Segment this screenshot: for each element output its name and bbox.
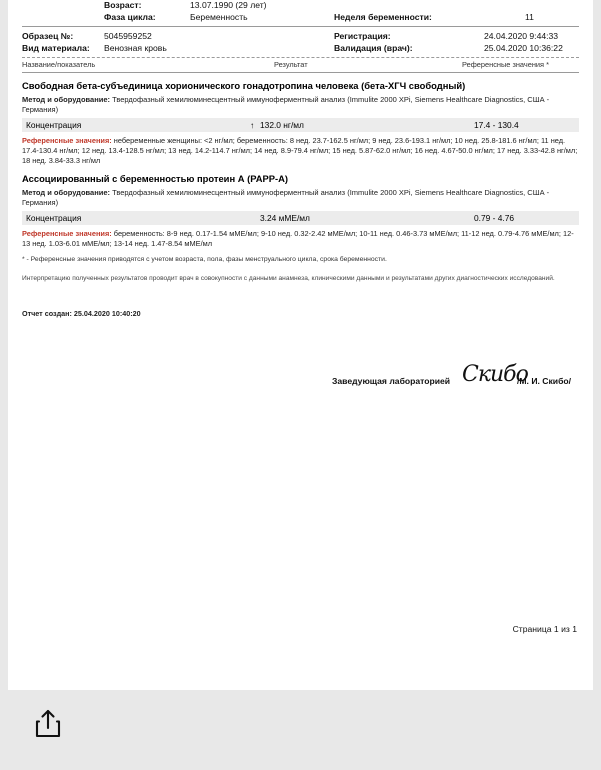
page-indicator: Страница 1 из 1 xyxy=(512,624,577,634)
age-label: Возраст: xyxy=(104,0,142,10)
pregnancy-week-value: 11 xyxy=(525,12,534,22)
sample-no-value: 5045959252 xyxy=(104,31,152,41)
result-value: 132.0 нг/мл xyxy=(260,120,304,131)
table-column-headers xyxy=(22,58,579,73)
result-reference: 17.4 - 130.4 xyxy=(474,120,519,131)
analyte-method-label: Метод и оборудование: xyxy=(22,187,111,197)
analyte-references-label: Референсные значения: xyxy=(22,136,112,146)
patient-header xyxy=(22,0,579,27)
pregnancy-week-label: Неделя беременности: xyxy=(334,12,432,22)
validation-value: 25.04.2020 10:36:22 xyxy=(484,43,563,53)
registration-label: Регистрация: xyxy=(334,31,391,41)
validation-label: Валидация (врач): xyxy=(334,43,413,53)
col-result: Результат xyxy=(274,60,308,69)
material-label: Вид материала: xyxy=(22,43,90,53)
result-value: 3.24 мМЕ/мл xyxy=(260,213,310,224)
signature-handwriting: Скибо xyxy=(462,362,528,388)
analyte-title: Свободная бета-субъединица хорионического гонадотропина человека (бета-ХГЧ свободный) xyxy=(22,80,466,91)
analyte-references-text: беременность: 8-9 нед. 0.17-1.54 мМЕ/мл; 9-10 нед. 0.32-2.42 мМЕ/мл; 10-11 нед. 0.46-3.73 мМЕ/мл; 11-12 нед. 0.79-4.76 мМЕ/мл; 12-13 нед. 1.03-6.01 мМЕ/мл; 13-14 нед. 1.47-8.54 мМЕ/мл xyxy=(22,229,574,249)
analyte-method xyxy=(22,95,579,115)
result-reference: 0.79 - 4.76 xyxy=(474,213,515,224)
analyte-references xyxy=(22,229,579,249)
sample-no-label: Образец №: xyxy=(22,31,74,41)
analyte-method xyxy=(22,188,579,208)
table-row xyxy=(22,211,579,225)
analyte-block xyxy=(22,80,579,166)
result-name: Концентрация xyxy=(26,120,82,131)
table-row xyxy=(22,118,579,132)
footnote: * - Референсные значения приводятся с учетом возраста, пола, фазы менструального цикла, срока беременности. xyxy=(22,256,387,264)
analyte-method-label: Метод и оборудование: xyxy=(22,94,111,104)
analyte-references-text: небеременные женщины: <2 нг/мл; беременность: 8 нед. 23.7-162.5 нг/мл; 9 нед. 23.6-193.1 нг/мл; 10 нед. 25.8-181.6 нг/мл; 11 нед. 17.4-130.4 нг/мл; 12 нед. 13.4-128.5 нг/мл; 13 нед. 14.2-114.7 нг/мл; 14 нед. 8.9-79.4 нг/мл; 15 нед. 5.87-62.0 нг/мл; 16 нед. 4.67-50.0 нг/мл; 17 нед. 3.33-42.8 нг/мл; 18 нед. 3.84-33.3 нг/мл xyxy=(22,136,578,166)
share-button[interactable] xyxy=(26,702,70,746)
share-icon xyxy=(35,709,61,739)
cycle-phase-value: Беременность xyxy=(190,12,248,22)
result-flag-icon: ↑ xyxy=(250,120,255,131)
signature-name: /М. И. Скибо/ xyxy=(517,376,572,387)
material-value: Венозная кровь xyxy=(104,43,167,53)
report-created: Отчет создан: 25.04.2020 10:40:20 xyxy=(22,309,141,319)
col-name: Название/показатель xyxy=(22,60,96,69)
bottom-toolbar xyxy=(0,690,601,770)
cycle-phase-label: Фаза цикла: xyxy=(104,12,156,22)
interpretation-note: Интерпретацию полученных результатов проводит врач в совокупности с данными анамнеза, клиническими данными и результатами других диагностических исследований. xyxy=(22,274,555,282)
analyte-references xyxy=(22,136,579,166)
analyte-method-value: Твердофазный хемилюминесцентный иммуноферментный анализ (Immulite 2000 XPi, Siemens Healthcare Diagnostics, США - Германия) xyxy=(22,94,550,114)
registration-value: 24.04.2020 9:44:33 xyxy=(484,31,559,41)
signature-block xyxy=(22,362,579,402)
analyte-block xyxy=(22,173,579,249)
analyte-method-value: Твердофазный хемилюминесцентный иммуноферментный анализ (Immulite 2000 XPi, Siemens Healthcare Diagnostics, США - Германия) xyxy=(22,187,550,207)
sample-header xyxy=(22,27,579,58)
document-body xyxy=(8,0,593,402)
col-reference: Референсные значения * xyxy=(462,60,549,69)
analyte-title: Ассоциированный с беременностью протеин А (PAPP-A) xyxy=(22,173,289,185)
signature-role: Заведующая лабораторией xyxy=(332,376,451,387)
result-name: Концентрация xyxy=(26,213,82,224)
age-value: 13.07.1990 (29 лет) xyxy=(190,0,267,10)
document-sheet xyxy=(8,0,593,690)
analyte-references-label: Референсные значения: xyxy=(22,229,112,239)
